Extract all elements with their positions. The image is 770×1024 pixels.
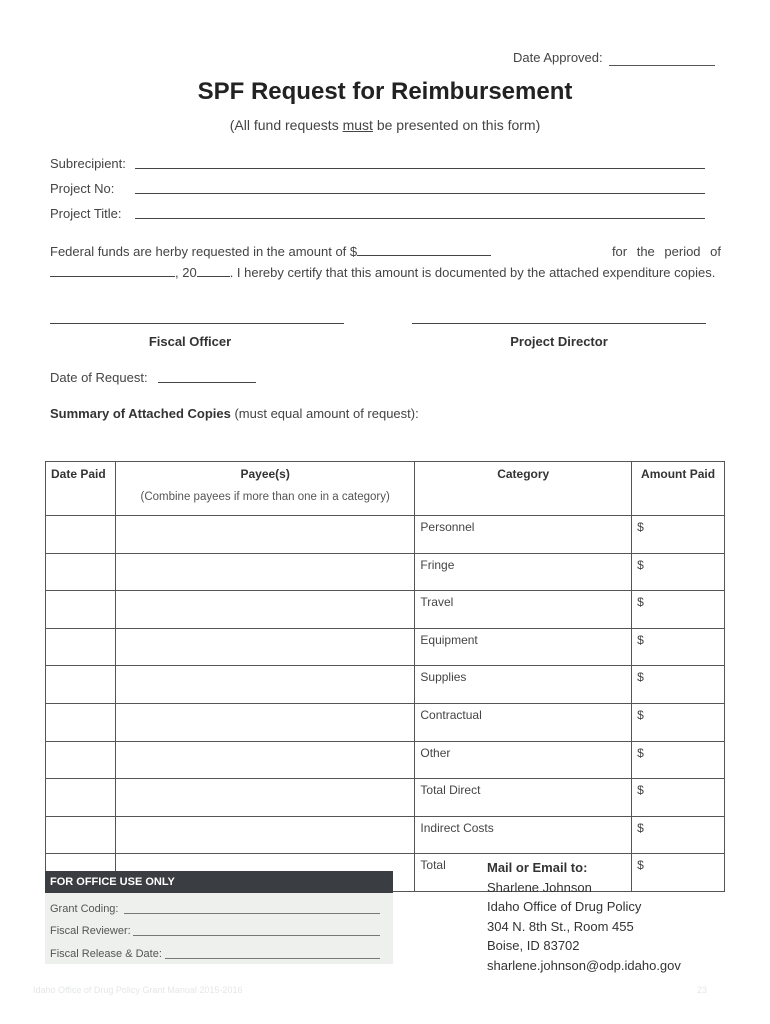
category-cell: Total (415, 854, 632, 892)
footer-page-number: 23 (697, 985, 708, 995)
header-payees-note: (Combine payees if more than one in a category) (140, 491, 390, 503)
mail-org: Idaho Office of Drug Policy (487, 899, 642, 914)
mail-heading: Mail or Email to: (487, 860, 588, 875)
payee-cell[interactable] (115, 553, 414, 591)
date-paid-cell[interactable] (46, 591, 116, 629)
date-paid-cell[interactable] (46, 741, 116, 779)
payee-cell[interactable] (115, 741, 414, 779)
table-row (46, 516, 725, 554)
amount-cell[interactable]: $ (632, 628, 725, 666)
payee-cell[interactable] (115, 516, 414, 554)
fiscal-release-field[interactable] (165, 958, 380, 959)
category-cell: Fringe (415, 553, 632, 591)
mail-to-block (487, 858, 681, 975)
header-amount-paid: Amount Paid (632, 462, 725, 516)
payee-cell[interactable] (115, 703, 414, 741)
payee-cell[interactable] (115, 816, 414, 854)
date-paid-cell[interactable] (46, 816, 116, 854)
category-cell: Indirect Costs (415, 816, 632, 854)
page-subtitle: (All fund requests must be presented on this form) (229, 117, 541, 133)
date-paid-cell[interactable] (46, 703, 116, 741)
table-row (46, 779, 725, 817)
table-row (46, 741, 725, 779)
period-field[interactable] (50, 264, 175, 277)
page-title: SPF Request for Reimbursement (197, 78, 573, 105)
grant-coding-label: Grant Coding: (50, 903, 119, 915)
table-header-row (46, 462, 725, 516)
table-row (46, 666, 725, 704)
project-director-signature-line[interactable] (412, 323, 706, 324)
date-paid-cell[interactable] (46, 553, 116, 591)
summary-heading: Summary of Attached Copies (must equal amount of request): (50, 406, 419, 421)
footer-manual: Idaho Office of Drug Policy Grant Manual 2015-2016 (33, 985, 243, 995)
amount-cell[interactable]: $ (632, 703, 725, 741)
project-director-label: Project Director (510, 334, 608, 349)
header-category: Category (415, 462, 632, 516)
payee-cell[interactable] (115, 666, 414, 704)
mail-email[interactable]: sharlene.johnson@odp.idaho.gov (487, 957, 681, 973)
table-row (46, 703, 725, 741)
payee-cell[interactable] (115, 628, 414, 666)
category-cell: Supplies (415, 666, 632, 704)
grant-coding-field[interactable] (124, 913, 380, 914)
project-title-label: Project Title: (50, 206, 122, 221)
year-field[interactable] (197, 264, 230, 277)
amount-cell[interactable]: $ (632, 779, 725, 817)
office-use-heading: FOR OFFICE USE ONLY (45, 871, 393, 893)
subrecipient-field[interactable] (135, 168, 705, 169)
category-cell: Personnel (415, 516, 632, 554)
subtitle-emphasis: must (342, 117, 373, 133)
table-row (46, 553, 725, 591)
table-row (46, 816, 725, 854)
date-paid-cell[interactable] (46, 666, 116, 704)
mail-name: Sharlene Johnson (487, 879, 592, 895)
amount-cell[interactable]: $ (632, 854, 725, 892)
date-approved-field[interactable] (609, 50, 715, 66)
amount-cell[interactable]: $ (632, 591, 725, 629)
fiscal-reviewer-field[interactable] (133, 935, 380, 936)
certification-paragraph: Federal funds are herby requested in the amount of $ for the period of , 20 . I hereby certify that this amount is documented by the attached expenditure copies. (50, 244, 721, 280)
date-paid-cell[interactable] (46, 628, 116, 666)
header-payees: Payee(s) (Combine payees if more than one in a category) (115, 462, 414, 516)
amount-cell[interactable]: $ (632, 516, 725, 554)
amount-cell[interactable]: $ (632, 666, 725, 704)
date-paid-cell[interactable] (46, 516, 116, 554)
table-row (46, 628, 725, 666)
amount-cell[interactable]: $ (632, 553, 725, 591)
category-cell: Total Direct (415, 779, 632, 817)
date-paid-cell[interactable] (46, 779, 116, 817)
fiscal-officer-signature-line[interactable] (50, 323, 344, 324)
expenditure-table (45, 461, 725, 892)
project-title-field[interactable] (135, 218, 705, 219)
fiscal-reviewer-label: Fiscal Reviewer: (50, 925, 131, 937)
payee-cell[interactable] (115, 779, 414, 817)
mail-city: Boise, ID 83702 (487, 938, 580, 953)
fiscal-officer-label: Fiscal Officer (148, 334, 232, 349)
fiscal-release-label: Fiscal Release & Date: (50, 948, 162, 960)
category-cell: Equipment (415, 628, 632, 666)
amount-cell[interactable]: $ (632, 741, 725, 779)
date-approved (513, 50, 715, 66)
date-approved-label: Date Approved: (513, 50, 603, 65)
payee-cell[interactable] (115, 591, 414, 629)
date-of-request-label: Date of Request: (50, 370, 148, 385)
project-no-label: Project No: (50, 181, 115, 196)
date-of-request-field[interactable] (158, 382, 256, 383)
mail-street: 304 N. 8th St., Room 455 (487, 918, 634, 934)
category-cell: Other (415, 741, 632, 779)
header-date-paid: Date Paid (46, 462, 116, 516)
amount-cell[interactable]: $ (632, 816, 725, 854)
subrecipient-label: Subrecipient: (50, 156, 126, 171)
project-no-field[interactable] (135, 193, 705, 194)
amount-field[interactable] (357, 243, 491, 256)
table-row (46, 591, 725, 629)
category-cell: Contractual (415, 703, 632, 741)
category-cell: Travel (415, 591, 632, 629)
